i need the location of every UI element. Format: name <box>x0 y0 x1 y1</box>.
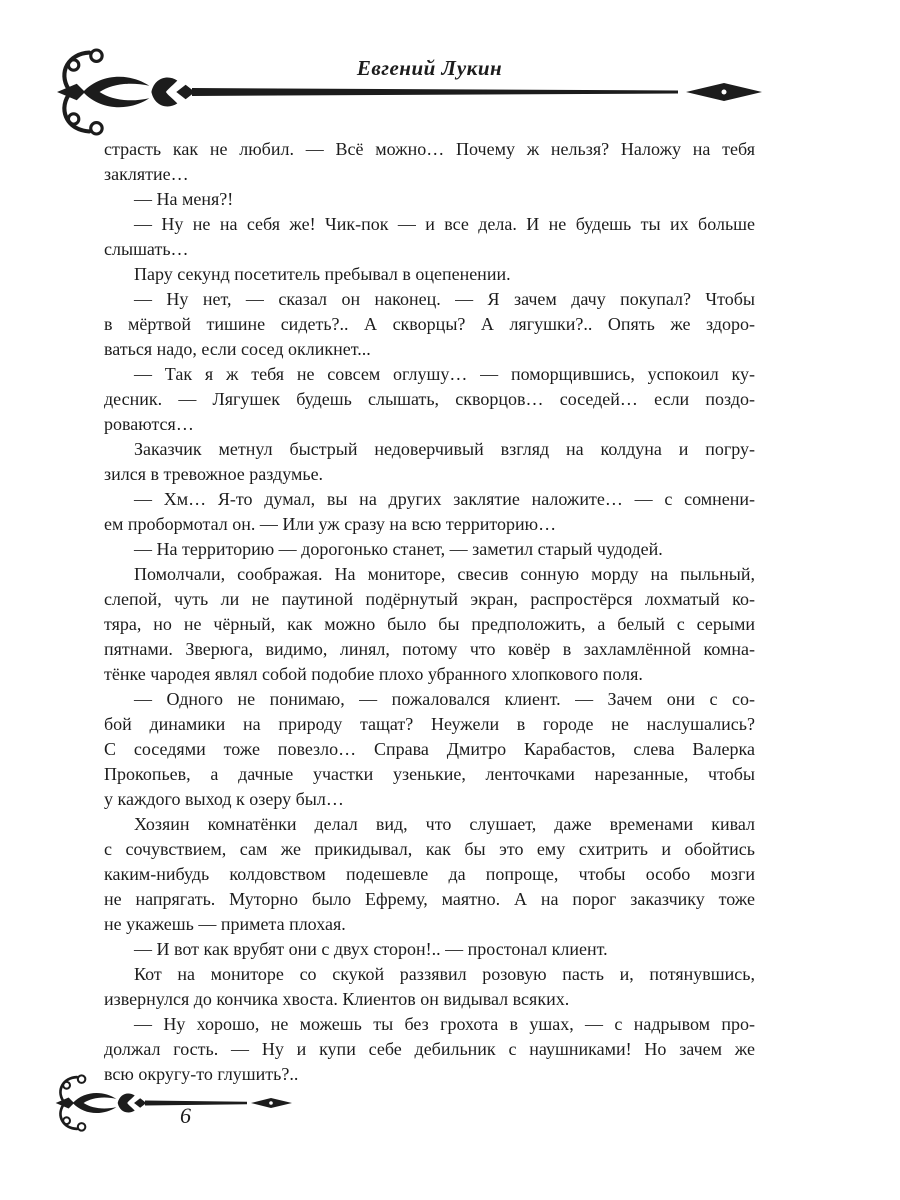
text-line: страсть как не любил. — Всё можно… Почему ж нельзя? Наложу на тебя <box>104 139 755 159</box>
text-line: не напрягать. Муторно было Ефрему, маятно. А на порог заказчику тоже <box>104 889 755 909</box>
paragraph <box>104 812 755 937</box>
text-line: должал гость. — Ну и купи себе дебильник с наушниками! Но зачем же <box>104 1039 755 1059</box>
paragraph <box>104 937 755 962</box>
text-line: — Ну не на себя же! Чик-пок — и все дела. И не будешь ты их больше <box>134 214 755 234</box>
text-line: ем пробормотал он. — Или уж сразу на всю территорию… <box>104 514 557 534</box>
text-line: Прокопьев, а дачные участки узенькие, ленточками нарезанные, чтобы <box>104 764 755 784</box>
text-line: — Хм… Я-то думал, вы на других заклятие наложите… — с сомнени- <box>134 489 755 509</box>
text-line: Заказчик метнул быстрый недоверчивый взгляд на колдуна и погру- <box>134 439 755 459</box>
text-line: бой динамики на природу тащат? Неужели в городе не наслушались? <box>104 714 755 734</box>
paragraph <box>104 362 755 437</box>
paragraph <box>104 487 755 537</box>
paragraph <box>104 187 755 212</box>
text-line: С соседями тоже повезло… Справа Дмитро Карабастов, слева Валерка <box>104 739 755 759</box>
paragraph <box>104 562 755 687</box>
text-line: слышать… <box>104 239 189 259</box>
text-line: извернулся до кончика хвоста. Клиентов он видывал всяких. <box>104 989 570 1009</box>
text-line: — Так я ж тебя не совсем оглушу… — поморщившись, успокоил ку- <box>134 364 755 384</box>
text-line: Помолчали, соображая. На мониторе, свесив сонную морду на пыльный, <box>134 564 755 584</box>
text-line: Хозяин комнатёнки делал вид, что слушает, даже временами кивал <box>134 814 755 834</box>
text-line: Кот на мониторе со скукой раззявил розовую пасть и, потянувшись, <box>134 964 755 984</box>
text-line: Пару секунд посетитель пребывал в оцепенении. <box>134 264 511 284</box>
page-number: 6 <box>180 1103 191 1128</box>
text-line: — Ну нет, — сказал он наконец. — Я зачем дачу покупал? Чтобы <box>134 289 755 309</box>
text-line: десник. — Лягушек будешь слышать, скворцов… соседей… если поздо- <box>104 389 755 409</box>
text-line: ваться надо, если сосед окликнет... <box>104 339 371 359</box>
text-line: не укажешь — примета плохая. <box>104 914 346 934</box>
text-line: каким-нибудь колдовством подешевле да попроще, чтобы особо мозги <box>104 864 755 884</box>
paragraph <box>104 687 755 812</box>
paragraph <box>104 537 755 562</box>
paragraph <box>104 437 755 487</box>
text-line: — На территорию — дорогонько станет, — заметил старый чудодей. <box>134 539 663 559</box>
text-line: тяра, но не чёрный, как можно было бы предположить, а белый с серыми <box>104 614 755 634</box>
text-line: заклятие… <box>104 164 189 184</box>
paragraph <box>104 962 755 1012</box>
text-line: зился в тревожное раздумье. <box>104 464 324 484</box>
paragraph <box>104 212 755 262</box>
text-line: тёнке чародея являл собой подобие плохо убранного хлопкового поля. <box>104 664 643 684</box>
text-line: всю округу-то глушить?.. <box>104 1064 299 1084</box>
text-line: у каждого выход к озеру был… <box>104 789 344 809</box>
text-line: — Одного не понимаю, — пожаловался клиент. — Зачем они с со- <box>134 689 755 709</box>
text-line: — На меня?! <box>134 189 234 209</box>
text-line: пятнами. Зверюга, видимо, линял, потому что ковёр в захламлённой комна- <box>104 639 755 659</box>
text-line: с сочувствием, сам же прикидывал, как бы это ему схитрить и обойтись <box>104 839 755 859</box>
text-line: слепой, чуть ли не паутиной подёрнутый экран, распростёрся лохматый ко- <box>104 589 755 609</box>
paragraph <box>104 287 755 362</box>
running-header-author: Евгений Лукин <box>356 56 503 80</box>
page-text <box>104 137 755 1087</box>
text-line: роваются… <box>104 414 194 434</box>
paragraph <box>104 262 755 287</box>
text-line: — Ну хорошо, не можешь ты без грохота в ушах, — с надрывом про- <box>134 1014 755 1034</box>
text-line: в мёртвой тишине сидеть?.. А скворцы? А лягушки?.. Опять же здоро- <box>104 314 755 334</box>
paragraph <box>104 137 755 187</box>
text-line: — И вот как врубят они с двух сторон!.. — простонал клиент. <box>134 939 608 959</box>
